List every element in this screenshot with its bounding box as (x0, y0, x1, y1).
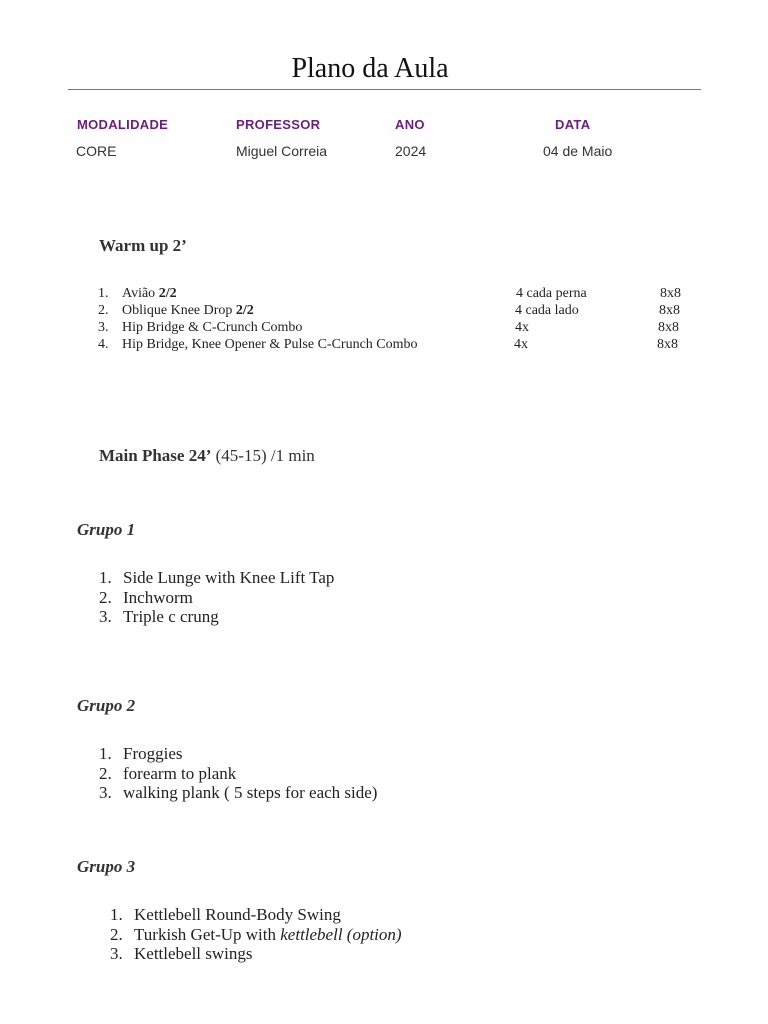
exercise-reps: 4x (515, 320, 529, 335)
list-item (98, 285, 698, 302)
exercise-name: Hip Bridge, Knee Opener & Pulse C-Crunch Combo (122, 337, 418, 352)
exercise-reps: 4 cada lado (515, 303, 579, 318)
warmup-list (98, 285, 698, 353)
item-text: Turkish Get-Up with (134, 924, 281, 944)
header-data: DATA (555, 117, 591, 132)
item-number: 2. (98, 303, 109, 318)
main-phase-title: Main Phase 24’ (99, 446, 212, 465)
group-3-title: Grupo 3 (77, 857, 136, 876)
item-number: 3. (110, 944, 123, 964)
value-modalidade: CORE (76, 143, 117, 159)
exercise-name: Avião (122, 286, 156, 301)
exercise-reps: 4x (514, 337, 528, 352)
list-item (99, 744, 699, 764)
exercise-sets: 8x8 (657, 337, 678, 352)
page-title: Plano da Aula (291, 53, 449, 84)
list-item (110, 905, 710, 925)
item-number: 1. (110, 905, 123, 924)
exercise-name: Oblique Knee Drop (122, 303, 233, 318)
item-number: 3. (98, 320, 109, 335)
list-item (99, 764, 699, 784)
exercise-sets: 8x8 (659, 303, 680, 318)
list-item (110, 944, 710, 964)
item-number: 1. (98, 286, 109, 301)
exercise-ratio: 2/2 (155, 286, 177, 301)
group-2-title: Grupo 2 (77, 696, 136, 715)
item-text: Kettlebell swings (134, 944, 253, 964)
list-item (110, 925, 710, 945)
item-text-italic: kettlebell (option) (280, 924, 402, 944)
header-ano: ANO (395, 117, 425, 132)
list-item (99, 568, 699, 588)
item-text: forearm to plank (123, 763, 237, 783)
list-item (99, 607, 699, 627)
title-divider (68, 89, 701, 90)
header-professor: PROFESSOR (236, 117, 321, 132)
item-number: 2. (99, 763, 112, 783)
item-text: Triple c crung (123, 607, 219, 627)
value-data: 04 de Maio (543, 143, 613, 159)
item-text: Inchworm (123, 587, 193, 607)
list-item (99, 588, 699, 608)
item-text: walking plank ( 5 steps for each side) (123, 783, 378, 803)
exercise-ratio: 2/2 (232, 303, 254, 318)
list-item (99, 783, 699, 803)
item-text: Kettlebell Round-Body Swing (134, 905, 341, 924)
list-item (98, 302, 698, 319)
exercise-sets: 8x8 (658, 320, 679, 335)
group-1-title: Grupo 1 (77, 520, 136, 539)
warmup-heading: Warm up 2’ (99, 236, 187, 255)
exercise-sets: 8x8 (660, 286, 681, 301)
list-item (98, 319, 698, 336)
header-modalidade: MODALIDADE (77, 117, 169, 132)
item-text: Froggies (123, 744, 183, 763)
item-number: 4. (98, 337, 109, 352)
item-text: Side Lunge with Knee Lift Tap (123, 568, 335, 587)
list-item (98, 336, 698, 353)
item-number: 1. (99, 744, 112, 763)
item-number: 2. (110, 924, 123, 944)
group-1-list (99, 568, 699, 627)
group-3-list (110, 905, 710, 964)
group-2-list (99, 744, 699, 803)
item-number: 3. (99, 783, 112, 803)
item-number: 2. (99, 587, 112, 607)
main-phase-detail: (45-15) /1 min (211, 446, 315, 465)
value-professor: Miguel Correia (236, 143, 328, 159)
exercise-reps: 4 cada perna (516, 286, 587, 301)
main-phase-heading (99, 446, 315, 466)
exercise-name: Hip Bridge & C-Crunch Combo (122, 320, 303, 335)
item-number: 1. (99, 568, 112, 587)
value-ano: 2024 (395, 143, 427, 159)
item-number: 3. (99, 607, 112, 627)
